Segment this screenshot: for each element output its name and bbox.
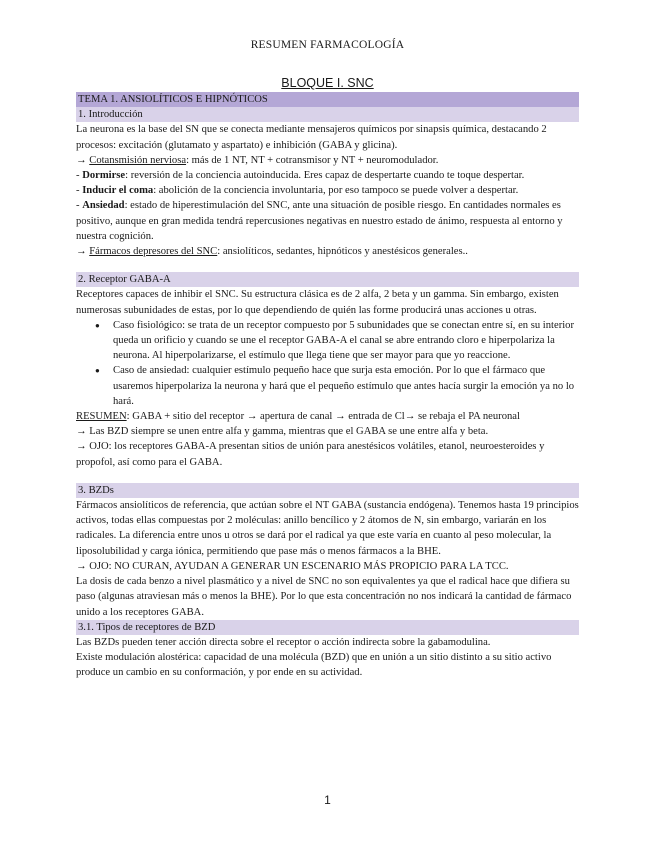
modulacion-paragraph: Existe modulación alostérica: capacidad de una molécula (BZD) que en unión a un sitio distinto a su sitio activo produce un cambio en su conformación, y por ende en su actividad.	[76, 652, 552, 679]
dash-glyph: -	[76, 170, 83, 182]
farmacos-term: Fármacos depresores del SNC	[89, 246, 218, 258]
section-3-heading: 3. BZDs	[76, 483, 579, 498]
arrow-glyph: →	[76, 154, 90, 166]
bzd-paragraph: Fármacos ansiolíticos de referencia, que actúan sobre el NT GABA (sustancia endógena). Tenemos hasta 19 principios activos, todas ellas compuestas por 2 moléculas: anillo bencílico y 2 átomos de N, sin embargo, variarán en los radicales. La diferencia entre unos u otros se dará por el radical ya que este varía en cuanto al peso molecular, la liposolubilidad y carga iónica, permitiendo que pase más o menos fármacos a la BHE.	[76, 500, 579, 557]
intro-paragraph: La neurona es la base del SN que se conecta mediante mensajeros químicos por sinapsis química, destacando 2 procesos: excitación (glutamato y aspartato) e inhibición (GABA y glicina).	[76, 124, 547, 151]
farmacos-line	[76, 244, 579, 259]
document-body	[76, 92, 579, 681]
ansiedad-paragraph	[76, 198, 579, 244]
dormirse-line	[76, 168, 579, 183]
block-title: BLOQUE I. SNC	[281, 76, 374, 90]
ansiedad-text: : estado de hiperestimulación del SNC, ante una situación de posible riesgo. En cantidades normales es positivo, aunque en gran medida tendrá repercusiones negativas en nuestro estado de ánimo, respuesta al entorno y nuestra cognición.	[76, 200, 563, 242]
page-number: 1	[324, 793, 331, 807]
ojo-tcc-line: → OJO: NO CURAN, AYUDAN A GENERAR UN ESCENARIO MÁS PROPICIO PARA LA TCC.	[76, 560, 509, 572]
section-1-heading: 1. Introducción	[76, 107, 579, 122]
resumen-text: : GABA + sitio del receptor → apertura de canal → entrada de Cl→ se rebaja el PA neuronal	[126, 411, 520, 423]
gaba-paragraph: Receptores capaces de inhibir el SNC. Su estructura clásica es de 2 alfa, 2 beta y un gamma. Sin embargo, existen numerosas subunidades de estas, por lo que dependiendo de quién las forme producirá unas acciones u otras.	[76, 289, 559, 316]
bzd-binding-line: → Las BZD siempre se unen entre alfa y gamma, mientras que el GABA se une entre alfa y beta.	[76, 426, 489, 438]
accion-line: Las BZDs pueden tener acción directa sobre el receptor o acción indirecta sobre la gabamodulina.	[76, 636, 491, 648]
dosis-paragraph: La dosis de cada benzo a nivel plasmático y a nivel de SNC no son equivalentes ya que el radical hace que difiera su paso (algunas atraviesan más o menos la BHE). Por lo que esta concentración no nos indicará la cantidad de fármaco unido a los receptores GABA.	[76, 576, 572, 618]
section-2-heading: 2. Receptor GABA-A	[76, 272, 579, 287]
coma-line	[76, 183, 579, 198]
cotransmision-term: Cotansmisión nerviosa	[89, 154, 187, 166]
cotransmision-text: : más de 1 NT, NT + cotransmisor y NT + neuromodulador.	[186, 154, 439, 166]
bullet-item: ● Caso de ansiedad: cualquier estímulo pequeño hace que surja esta emoción. Por lo que el fármaco que usaremos hiperpolariza la neurona y hará que el pequeño estímulo que antes hacía surgir la emoción ya no lo hará.	[113, 363, 579, 409]
dormirse-text: : reversión de la conciencia autoinducida. Eres capaz de despertarte cuando te toque despertar.	[125, 170, 525, 182]
ansiedad-term: Ansiedad	[82, 200, 125, 212]
ojo-gaba-line: → OJO: los receptores GABA-A presentan sitios de unión para anestésicos volátiles, etanol, neuroesteroides y propofol, así como para el GABA.	[76, 441, 545, 468]
dash-glyph: -	[76, 185, 83, 197]
bullet-list	[76, 318, 579, 409]
bullet-item: ● Caso fisiológico: se trata de un receptor compuesto por 5 subunidades que se conectan entre sí, en su interior queda un orificio y cuando se une el receptor GABA-A el canal se abre entrando cloro e hiperpolariza la neurona. Al hiperpolarizarse, el estímulo que llega tiene que ser mayor para que yo reaccione.	[113, 318, 579, 364]
tema-heading: TEMA 1. ANSIOLÍTICOS E HIPNÓTICOS	[76, 92, 579, 107]
farmacos-text: : ansiolíticos, sedantes, hipnóticos y anestésicos generales..	[217, 246, 468, 258]
dormirse-term: Dormirse	[82, 170, 126, 182]
coma-text: : abolición de la conciencia involuntaria, por eso tampoco se puede volver a despertar.	[153, 185, 519, 197]
document-title: RESUMEN FARMACOLOGÍA	[250, 39, 405, 51]
spacer	[76, 470, 579, 483]
cotransmision-line	[76, 153, 579, 168]
dash-glyph: -	[76, 200, 83, 212]
coma-term: Inducir el coma	[82, 185, 154, 197]
spacer	[76, 259, 579, 272]
arrow-glyph: →	[76, 246, 90, 258]
section-3-1-heading: 3.1. Tipos de receptores de BZD	[76, 620, 579, 635]
resumen-term: RESUMEN	[76, 411, 127, 423]
resumen-line	[76, 409, 579, 424]
